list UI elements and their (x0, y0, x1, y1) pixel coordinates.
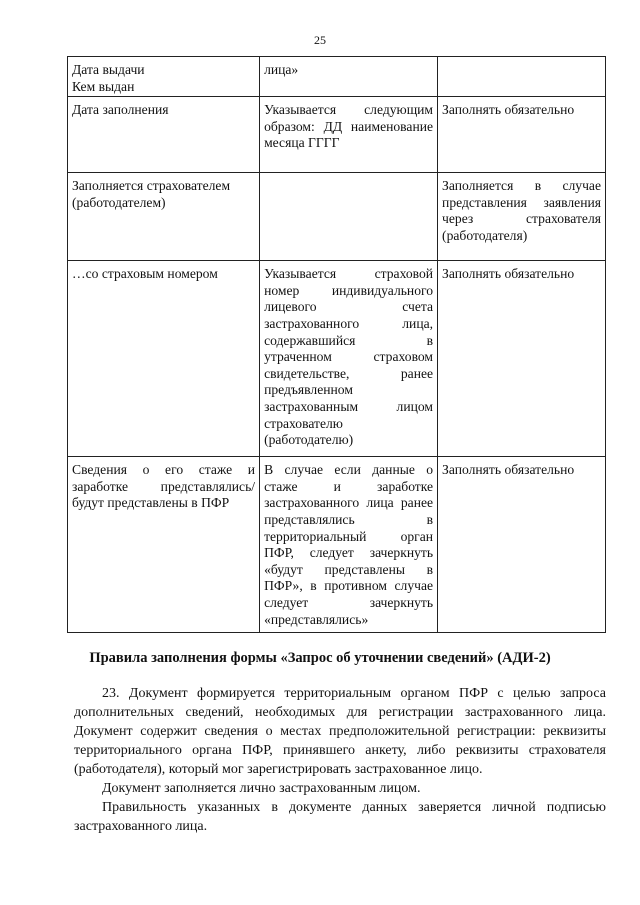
page-number: 25 (314, 33, 326, 47)
paragraph: 23. Документ формируется территориальным органом ПФР с целью запроса дополнительных сведений, необходимых для регистрации застрахованного лица. Документ содержит сведения о местах предположительной регистрации: реквизиты территориального органа ПФР, принявшего анкету, либо реквизиты страхователя (работодателя), который мог зарегистрировать застрахованное лицо. (74, 686, 606, 777)
body-text (74, 684, 606, 836)
table-cell-requirement (438, 57, 606, 97)
table-cell-field (68, 173, 260, 261)
table-row (68, 97, 606, 173)
table-cell-description: Указывается страховой номер индивидуального лицевого счета застрахованного лица, содержавшийся в утраченном страховом свидетельстве, ранее предъявленном застрахованным лицом страхователю (работодателю) (260, 261, 438, 457)
table-row (68, 261, 606, 457)
field-label: Дата заполнения (72, 102, 169, 118)
table-cell-field (68, 57, 260, 97)
table-cell-description: Указывается следующим образом: ДД наименование месяца ГГГГ (260, 97, 438, 173)
field-label: Дата выдачи (72, 62, 145, 77)
field-label: Сведения о его стаже и заработке представлялись/будут представлены в ПФР (72, 462, 256, 511)
field-label: …со страховым номером (72, 266, 218, 282)
paragraph: Документ заполняется лично застрахованным лицом. (102, 781, 421, 796)
table-row (68, 457, 606, 633)
table-cell-requirement: Заполнять обязательно (438, 97, 606, 173)
table-cell-requirement: Заполняется в случае представления заявления через страхователя (работодателя) (438, 173, 606, 261)
table-cell-requirement: Заполнять обязательно (438, 261, 606, 457)
fields-table (67, 56, 606, 633)
table-cell-requirement: Заполнять обязательно (438, 457, 606, 633)
table-cell-field (68, 457, 260, 633)
table-cell-description (260, 173, 438, 261)
table-cell-field (68, 261, 260, 457)
table-cell-description: В случае если данные о стаже и заработке застрахованного лица ранее представлялись в территориальный орган ПФР, следует зачеркнуть «будут представлены в ПФР», в противном случае следует зачеркнуть «представлялись» (260, 457, 438, 633)
section-title: Правила заполнения формы «Запрос об уточнении сведений» (АДИ-2) (89, 650, 551, 666)
field-label: Кем выдан (72, 78, 135, 94)
paragraph: Правильность указанных в документе данных заверяется личной подписью застрахованного лица. (74, 800, 606, 834)
field-label: Заполняется страхователем (работодателем) (72, 178, 231, 210)
table-row (68, 57, 606, 97)
table-cell-description: лица» (260, 57, 438, 97)
table-cell-field (68, 97, 260, 173)
table-row (68, 173, 606, 261)
